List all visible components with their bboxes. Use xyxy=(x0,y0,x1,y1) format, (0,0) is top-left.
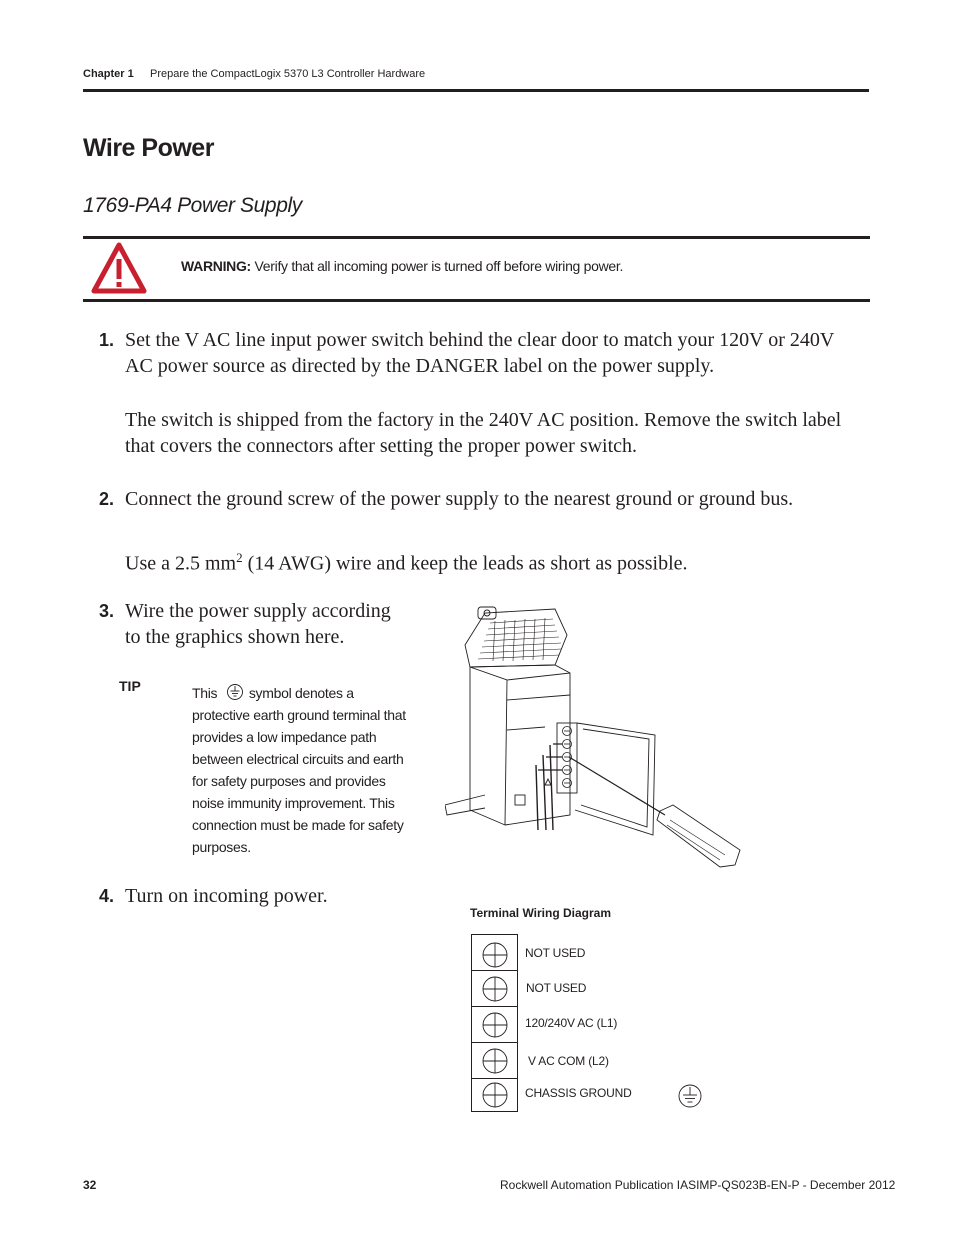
chapter-label: Chapter 1 xyxy=(83,68,134,80)
terminal-label-2: NOT USED xyxy=(526,981,587,995)
warning-message: Verify that all incoming power is turned off before wiring power. xyxy=(250,258,624,274)
warning-label: WARNING: xyxy=(181,258,251,274)
chassis-ground-icon xyxy=(675,1083,705,1109)
step-1-line-1: Set the V AC line input power switch behind the clear door to match your 120V or 240V xyxy=(125,329,835,351)
tip-label: TIP xyxy=(119,678,141,694)
step-2-note xyxy=(125,545,688,577)
terminal-column xyxy=(471,934,518,1112)
terminal-screw-icon xyxy=(472,935,517,970)
tip-text xyxy=(192,682,407,858)
tip-line-4: between electrical circuits and earth xyxy=(192,751,404,767)
warning-rule-top xyxy=(83,236,870,239)
tip-line-5: for safety purposes and provides xyxy=(192,773,386,789)
step-4-line-1: Turn on incoming power. xyxy=(125,885,328,907)
section-subtitle: 1769-PA4 Power Supply xyxy=(83,194,302,217)
ground-symbol-icon xyxy=(225,683,245,701)
terminal-2 xyxy=(472,971,517,1007)
terminal-label-3: 120/240V AC (L1) xyxy=(525,1016,618,1030)
terminal-label-5: CHASSIS GROUND xyxy=(525,1086,632,1100)
header-rule xyxy=(83,89,869,92)
step-2-number: 2. xyxy=(99,489,115,509)
terminal-screw-icon xyxy=(472,1007,517,1042)
section-title: Wire Power xyxy=(83,134,214,162)
power-supply-illustration xyxy=(445,605,745,875)
tip-line-6: noise immunity improvement. This xyxy=(192,795,395,811)
step-1-note-line-2: that covers the connectors after setting the proper power switch. xyxy=(125,435,638,457)
tip-line-1a: This xyxy=(192,685,218,701)
terminal-screw-icon xyxy=(472,971,517,1006)
terminal-1 xyxy=(472,935,517,971)
warning-triangle-icon xyxy=(91,242,147,294)
tip-line-8: purposes. xyxy=(192,839,251,855)
step-2-note-b: (14 AWG) wire and keep the leads as short as possible. xyxy=(242,552,688,575)
tip-line-3: provides a low impedance path xyxy=(192,729,377,745)
tip-line-7: connection must be made for safety xyxy=(192,817,404,833)
terminal-3 xyxy=(472,1007,517,1043)
terminal-screw-icon xyxy=(472,1079,517,1112)
chapter-title: Prepare the CompactLogix 5370 L3 Controller Hardware xyxy=(150,68,426,80)
terminal-label-4: V AC COM (L2) xyxy=(528,1054,609,1068)
step-2-note-a: Use a 2.5 mm xyxy=(125,552,237,575)
step-3-line-2: to the graphics shown here. xyxy=(125,626,345,648)
diagram-title: Terminal Wiring Diagram xyxy=(470,906,612,920)
terminal-4 xyxy=(472,1043,517,1079)
warning-text xyxy=(181,258,623,274)
step-4-number: 4. xyxy=(99,886,115,906)
step-1-number: 1. xyxy=(99,330,115,350)
step-3-line-1: Wire the power supply according xyxy=(125,600,391,622)
step-3-number: 3. xyxy=(99,601,115,621)
tip-line-2: protective earth ground terminal that xyxy=(192,707,406,723)
step-1-note-line-1: The switch is shipped from the factory in the 240V AC position. Remove the switch label xyxy=(125,409,842,431)
tip-line-1b: symbol denotes a xyxy=(248,685,354,701)
terminal-screw-icon xyxy=(472,1043,517,1078)
publication-info: Rockwell Automation Publication IASIMP-QS023B-EN-P - December 2012 xyxy=(500,1178,896,1192)
terminal-5 xyxy=(472,1079,517,1114)
step-2-line-1: Connect the ground screw of the power supply to the nearest ground or ground bus. xyxy=(125,488,794,510)
step-2-note-sup: 2 xyxy=(236,550,243,565)
warning-rule-bottom xyxy=(83,299,870,302)
terminal-label-1: NOT USED xyxy=(525,946,586,960)
step-1-line-2: AC power source as directed by the DANGER label on the power supply. xyxy=(125,355,715,377)
tip-line-1 xyxy=(192,682,407,704)
page-number: 32 xyxy=(83,1178,97,1192)
